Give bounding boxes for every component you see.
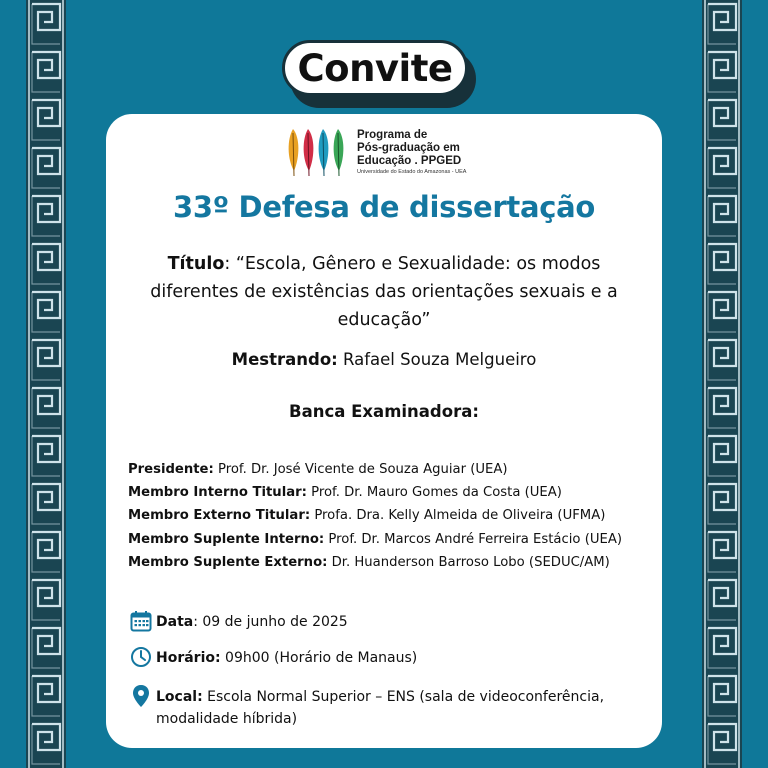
- logo-line-2: Pós-graduação em: [357, 141, 460, 154]
- member-role: Membro Suplente Externo:: [128, 554, 328, 570]
- mestrando: [106, 350, 662, 369]
- logo-text: [357, 129, 466, 176]
- list-item: [128, 528, 658, 551]
- location-value-1: Escola Normal Superior – ENS (sala de videoconferência,: [202, 689, 605, 705]
- member-name: Profa. Dra. Kelly Almeida de Oliveira (UFMA): [310, 508, 606, 524]
- banca-heading: Banca Examinadora:: [289, 402, 479, 421]
- list-item: [128, 551, 658, 574]
- logo-line-3: Educação . PPGED: [357, 154, 462, 167]
- member-role: Membro Suplente Interno:: [128, 531, 325, 547]
- location-row: [128, 683, 604, 730]
- location-label: Local:: [156, 689, 203, 705]
- date-value: : 09 de junho de 2025: [193, 614, 348, 630]
- dissertation-title: [124, 250, 644, 334]
- member-role: Membro Externo Titular:: [128, 508, 311, 524]
- mestrando-label: Mestrando:: [231, 350, 338, 369]
- member-role: Presidente:: [128, 462, 214, 477]
- titulo-label: Título: [167, 254, 225, 274]
- time-row: [128, 644, 417, 670]
- member-name: Prof. Dr. Mauro Gomes da Costa (UEA): [306, 485, 562, 501]
- decorative-border-right: [702, 0, 742, 768]
- titulo-line-2: diferentes de existências das orientações sexuais e a: [150, 282, 618, 302]
- location-pin-icon: [128, 683, 154, 709]
- list-item: [128, 458, 658, 481]
- mestrando-value: Rafael Souza Melgueiro: [337, 350, 537, 369]
- committee-list: [128, 458, 658, 574]
- decorative-border-left: [26, 0, 66, 768]
- calendar-icon: [128, 608, 154, 634]
- convite-badge: [282, 40, 472, 102]
- location-value-2: modalidade híbrida): [156, 711, 298, 727]
- member-role: Membro Interno Titular:: [128, 485, 307, 501]
- convite-label: Convite: [282, 40, 468, 96]
- member-name: Prof. Dr. José Vicente de Souza Aguiar (UEA): [213, 462, 508, 477]
- list-item: [128, 481, 658, 504]
- clock-icon: [128, 644, 154, 670]
- list-item: [128, 504, 658, 527]
- titulo-text-1: : “Escola, Gênero e Sexualidade: os modos: [224, 254, 601, 274]
- page-title: 33º Defesa de dissertação: [172, 190, 596, 224]
- member-name: Dr. Huanderson Barroso Lobo (SEDUC/AM): [327, 554, 610, 570]
- time-value: 09h00 (Horário de Manaus): [220, 650, 418, 666]
- invitation-card: [106, 114, 662, 748]
- ppged-logo: [286, 126, 466, 178]
- logo-subtitle: Universidade do Estado do Amazonas - UEA: [357, 168, 467, 175]
- time-label: Horário:: [156, 650, 221, 666]
- titulo-line-3: educação”: [337, 310, 431, 330]
- feathers-icon: [286, 127, 348, 177]
- date-row: [128, 608, 348, 634]
- date-label: Data: [156, 614, 194, 630]
- titulo-line-1: [124, 250, 644, 278]
- member-name: Prof. Dr. Marcos André Ferreira Estácio (UEA): [324, 531, 622, 547]
- logo-line-1: Programa de: [357, 128, 428, 141]
